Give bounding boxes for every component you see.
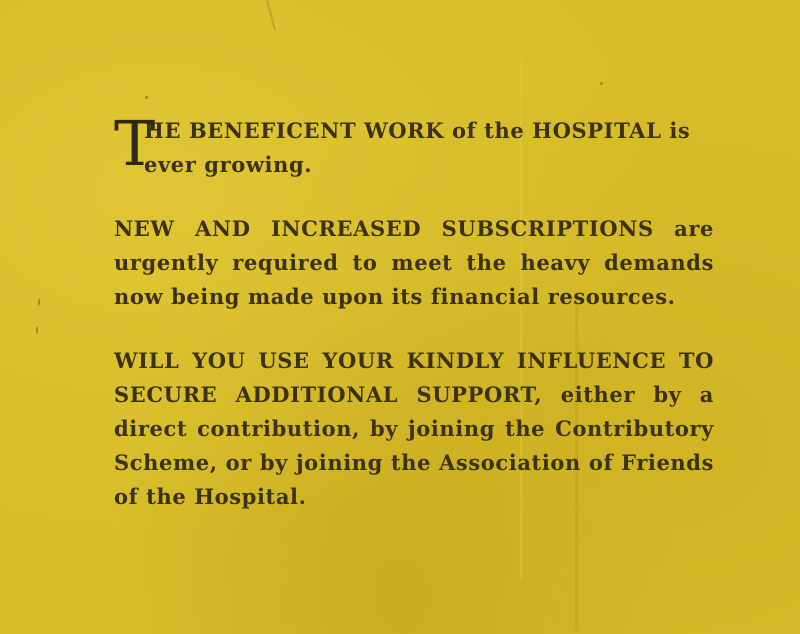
paper-speck xyxy=(600,82,603,85)
paragraph-support-appeal: WILL YOU USE YOUR KINDLY INFLUENCE TO SECURE ADDITIONAL SUPPORT, either by a direct contribution, by joining the Contributory Scheme, or by joining the Association of Friends of the Hospital. xyxy=(114,348,714,509)
paragraph-line: HE BENEFICENT WORK of the HOSPITAL is xyxy=(144,118,691,143)
paper-crease xyxy=(266,0,276,29)
drop-cap: T xyxy=(114,107,156,180)
paper-speck xyxy=(36,326,38,334)
paragraph-beneficent-work xyxy=(114,107,714,182)
notice-text-block xyxy=(114,107,714,514)
paper-speck xyxy=(38,298,40,306)
paragraph-subscriptions: NEW AND INCREASED SUBSCRIPTIONS are urgently required to meet the heavy demands now being made upon its financial resources. xyxy=(114,216,714,309)
paper-speck xyxy=(145,96,148,99)
paragraph-line: ever growing. xyxy=(144,152,313,177)
